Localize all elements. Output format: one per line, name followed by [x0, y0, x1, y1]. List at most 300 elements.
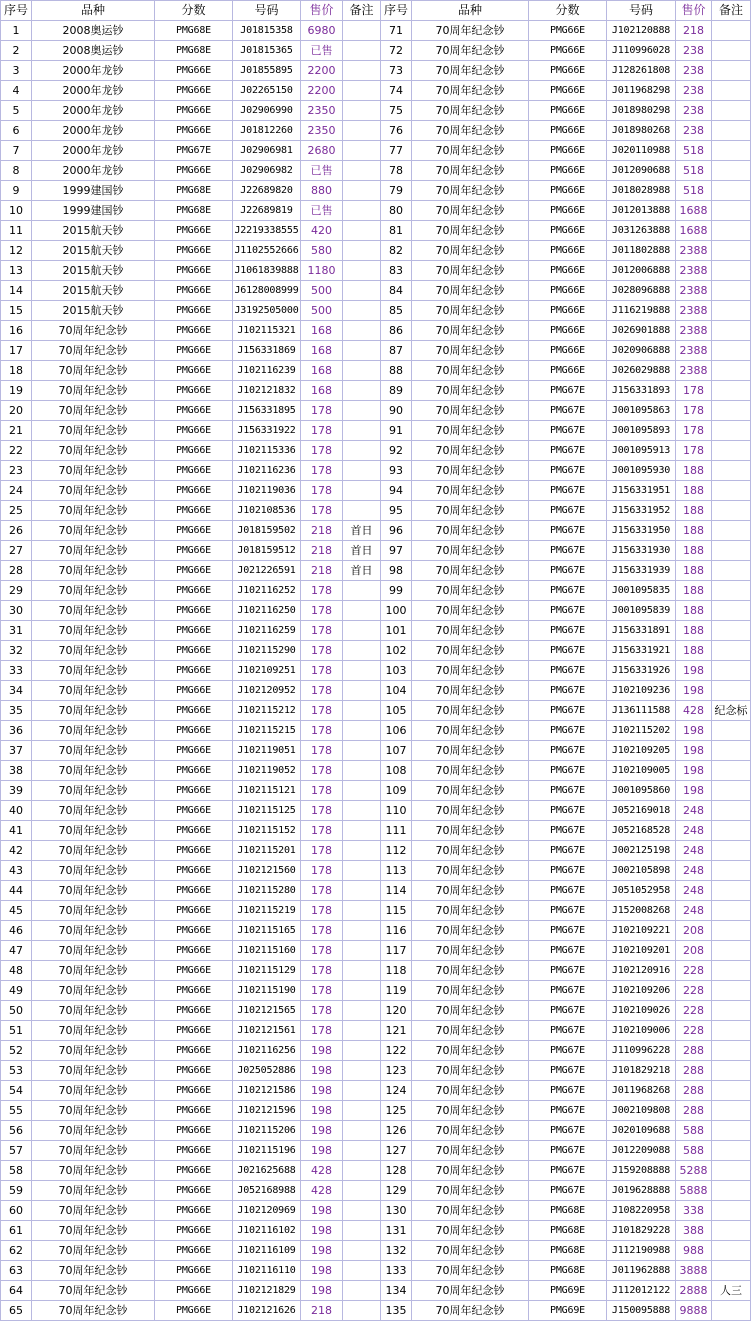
cell-note	[712, 161, 751, 181]
cell-index: 83	[381, 261, 412, 281]
cell-note	[343, 741, 381, 761]
table-row	[1, 881, 751, 901]
cell-index: 24	[1, 481, 32, 501]
cell-variety: 70周年纪念钞	[412, 841, 529, 861]
cell-serial: J102115212	[233, 701, 301, 721]
cell-serial: J6128008999	[233, 281, 301, 301]
cell-variety: 70周年纪念钞	[32, 701, 155, 721]
cell-note	[712, 381, 751, 401]
cell-variety: 70周年纪念钞	[412, 501, 529, 521]
cell-price: 2388	[676, 281, 712, 301]
cell-note	[343, 1041, 381, 1061]
cell-price: 178	[301, 921, 343, 941]
cell-index: 82	[381, 241, 412, 261]
cell-index: 8	[1, 161, 32, 181]
cell-index: 85	[381, 301, 412, 321]
cell-variety: 70周年纪念钞	[32, 921, 155, 941]
cell-index: 120	[381, 1001, 412, 1021]
cell-variety: 70周年纪念钞	[412, 741, 529, 761]
cell-serial: J021226591	[233, 561, 301, 581]
cell-serial: J102109201	[607, 941, 676, 961]
cell-note	[712, 781, 751, 801]
cell-price: 178	[301, 841, 343, 861]
cell-price: 178	[301, 621, 343, 641]
cell-grade: PMG66E	[529, 341, 607, 361]
cell-index: 35	[1, 701, 32, 721]
cell-serial: J128261808	[607, 61, 676, 81]
cell-grade: PMG67E	[529, 821, 607, 841]
cell-grade: PMG67E	[529, 701, 607, 721]
cell-variety: 70周年纪念钞	[412, 1181, 529, 1201]
cell-index: 81	[381, 221, 412, 241]
cell-serial: J156331922	[233, 421, 301, 441]
cell-index: 90	[381, 401, 412, 421]
cell-price: 2350	[301, 121, 343, 141]
cell-variety: 70周年纪念钞	[32, 321, 155, 341]
cell-grade: PMG69E	[529, 1301, 607, 1321]
cell-serial: J02906981	[233, 141, 301, 161]
cell-variety: 2000年龙钞	[32, 101, 155, 121]
cell-variety: 70周年纪念钞	[412, 141, 529, 161]
table-row	[1, 681, 751, 701]
cell-note	[712, 941, 751, 961]
cell-variety: 70周年纪念钞	[412, 881, 529, 901]
cell-note	[343, 421, 381, 441]
cell-serial: J102121561	[233, 1021, 301, 1041]
cell-grade: PMG66E	[155, 121, 233, 141]
cell-price: 518	[676, 141, 712, 161]
cell-grade: PMG66E	[529, 81, 607, 101]
cell-grade: PMG67E	[529, 1181, 607, 1201]
cell-price: 288	[676, 1081, 712, 1101]
table-row	[1, 561, 751, 581]
cell-note	[712, 201, 751, 221]
cell-variety: 70周年纪念钞	[32, 401, 155, 421]
cell-serial: J159208888	[607, 1161, 676, 1181]
cell-variety: 2000年龙钞	[32, 141, 155, 161]
cell-price: 178	[301, 821, 343, 841]
header-variety: 品种	[32, 1, 155, 21]
cell-note	[343, 1141, 381, 1161]
cell-price: 198	[676, 741, 712, 761]
cell-grade: PMG66E	[155, 81, 233, 101]
cell-note	[343, 381, 381, 401]
cell-variety: 70周年纪念钞	[412, 1241, 529, 1261]
cell-index: 47	[1, 941, 32, 961]
cell-price: 168	[301, 341, 343, 361]
cell-index: 84	[381, 281, 412, 301]
cell-grade: PMG66E	[155, 1061, 233, 1081]
table-row	[1, 341, 751, 361]
cell-index: 128	[381, 1161, 412, 1181]
header-row	[1, 1, 751, 21]
cell-index: 118	[381, 961, 412, 981]
cell-note	[712, 121, 751, 141]
cell-grade: PMG68E	[155, 181, 233, 201]
cell-variety: 70周年纪念钞	[32, 1301, 155, 1321]
cell-grade: PMG66E	[529, 61, 607, 81]
cell-index: 29	[1, 581, 32, 601]
cell-grade: PMG68E	[155, 41, 233, 61]
cell-price: 198	[301, 1221, 343, 1241]
cell-serial: J011962888	[607, 1261, 676, 1281]
cell-price: 248	[676, 901, 712, 921]
cell-serial: J2219338555	[233, 221, 301, 241]
cell-serial: J012090688	[607, 161, 676, 181]
cell-note	[712, 1201, 751, 1221]
cell-variety: 70周年纪念钞	[412, 61, 529, 81]
cell-index: 71	[381, 21, 412, 41]
cell-note	[343, 301, 381, 321]
cell-variety: 70周年纪念钞	[412, 221, 529, 241]
cell-serial: J001095930	[607, 461, 676, 481]
cell-serial: J3192505000	[233, 301, 301, 321]
cell-index: 38	[1, 761, 32, 781]
cell-serial: J156331950	[607, 521, 676, 541]
cell-variety: 70周年纪念钞	[32, 941, 155, 961]
cell-index: 75	[381, 101, 412, 121]
cell-variety: 70周年纪念钞	[32, 341, 155, 361]
cell-grade: PMG66E	[155, 501, 233, 521]
cell-index: 78	[381, 161, 412, 181]
cell-variety: 70周年纪念钞	[32, 1061, 155, 1081]
cell-price: 198	[301, 1121, 343, 1141]
cell-variety: 70周年纪念钞	[32, 541, 155, 561]
cell-variety: 70周年纪念钞	[412, 1101, 529, 1121]
cell-variety: 70周年纪念钞	[412, 521, 529, 541]
cell-variety: 2015航天钞	[32, 261, 155, 281]
cell-variety: 70周年纪念钞	[412, 1301, 529, 1321]
cell-index: 18	[1, 361, 32, 381]
cell-grade: PMG66E	[529, 221, 607, 241]
header-price: 售价	[676, 1, 712, 21]
cell-price: 248	[676, 821, 712, 841]
cell-grade: PMG67E	[529, 881, 607, 901]
cell-price: 178	[301, 721, 343, 741]
cell-serial: J051052958	[607, 881, 676, 901]
cell-index: 129	[381, 1181, 412, 1201]
cell-grade: PMG66E	[155, 481, 233, 501]
cell-grade: PMG68E	[529, 1241, 607, 1261]
table-row	[1, 161, 751, 181]
cell-index: 116	[381, 921, 412, 941]
cell-serial: J001095860	[607, 781, 676, 801]
cell-price: 178	[301, 681, 343, 701]
cell-variety: 70周年纪念钞	[412, 21, 529, 41]
cell-grade: PMG66E	[155, 321, 233, 341]
cell-serial: J150095888	[607, 1301, 676, 1321]
cell-grade: PMG66E	[155, 1121, 233, 1141]
cell-variety: 70周年纪念钞	[412, 801, 529, 821]
cell-price: 288	[676, 1061, 712, 1081]
table-row	[1, 1021, 751, 1041]
cell-note	[343, 801, 381, 821]
cell-index: 1	[1, 21, 32, 41]
cell-serial: J001095913	[607, 441, 676, 461]
cell-index: 97	[381, 541, 412, 561]
cell-price: 178	[301, 761, 343, 781]
cell-note	[343, 341, 381, 361]
cell-note	[343, 101, 381, 121]
cell-price: 6980	[301, 21, 343, 41]
cell-grade: PMG66E	[155, 1181, 233, 1201]
cell-index: 131	[381, 1221, 412, 1241]
cell-serial: J102119052	[233, 761, 301, 781]
cell-index: 4	[1, 81, 32, 101]
table-row	[1, 421, 751, 441]
cell-variety: 70周年纪念钞	[412, 1161, 529, 1181]
cell-serial: J102116259	[233, 621, 301, 641]
cell-index: 113	[381, 861, 412, 881]
cell-variety: 70周年纪念钞	[412, 241, 529, 261]
cell-index: 36	[1, 721, 32, 741]
cell-index: 7	[1, 141, 32, 161]
cell-serial: J01815358	[233, 21, 301, 41]
cell-index: 114	[381, 881, 412, 901]
cell-price: 880	[301, 181, 343, 201]
table-row	[1, 1141, 751, 1161]
cell-grade: PMG66E	[155, 1281, 233, 1301]
table-row	[1, 501, 751, 521]
table-row	[1, 601, 751, 621]
cell-serial: J102121560	[233, 861, 301, 881]
cell-grade: PMG67E	[529, 1001, 607, 1021]
cell-price: 198	[301, 1261, 343, 1281]
cell-grade: PMG67E	[529, 681, 607, 701]
cell-grade: PMG67E	[529, 1161, 607, 1181]
table-row	[1, 1121, 751, 1141]
cell-note	[343, 581, 381, 601]
cell-serial: J156331893	[607, 381, 676, 401]
table-row	[1, 301, 751, 321]
cell-variety: 70周年纪念钞	[412, 1261, 529, 1281]
cell-variety: 70周年纪念钞	[412, 361, 529, 381]
cell-variety: 70周年纪念钞	[412, 201, 529, 221]
cell-note	[712, 461, 751, 481]
cell-price: 178	[301, 641, 343, 661]
cell-serial: J102115129	[233, 961, 301, 981]
cell-note	[343, 181, 381, 201]
cell-variety: 2000年龙钞	[32, 81, 155, 101]
cell-variety: 70周年纪念钞	[32, 1121, 155, 1141]
cell-note	[343, 261, 381, 281]
header-variety: 品种	[412, 1, 529, 21]
cell-serial: J101829218	[607, 1061, 676, 1081]
cell-index: 11	[1, 221, 32, 241]
cell-index: 2	[1, 41, 32, 61]
cell-note	[712, 861, 751, 881]
cell-serial: J102115196	[233, 1141, 301, 1161]
cell-grade: PMG66E	[155, 621, 233, 641]
cell-variety: 2015航天钞	[32, 221, 155, 241]
cell-index: 51	[1, 1021, 32, 1041]
cell-grade: PMG67E	[529, 901, 607, 921]
cell-grade: PMG66E	[155, 1221, 233, 1241]
cell-grade: PMG67E	[529, 461, 607, 481]
cell-variety: 70周年纪念钞	[32, 981, 155, 1001]
cell-grade: PMG66E	[155, 1241, 233, 1261]
cell-serial: J052168528	[607, 821, 676, 841]
cell-grade: PMG66E	[155, 381, 233, 401]
cell-index: 127	[381, 1141, 412, 1161]
cell-variety: 70周年纪念钞	[32, 661, 155, 681]
cell-variety: 2015航天钞	[32, 301, 155, 321]
cell-serial: J026029888	[607, 361, 676, 381]
table-row	[1, 381, 751, 401]
cell-index: 110	[381, 801, 412, 821]
cell-note	[343, 61, 381, 81]
table-row	[1, 461, 751, 481]
cell-grade: PMG66E	[529, 281, 607, 301]
cell-index: 86	[381, 321, 412, 341]
cell-index: 46	[1, 921, 32, 941]
cell-index: 5	[1, 101, 32, 121]
cell-price: 178	[301, 501, 343, 521]
cell-serial: J102121829	[233, 1281, 301, 1301]
cell-serial: J102115336	[233, 441, 301, 461]
cell-serial: J156331869	[233, 341, 301, 361]
cell-variety: 2000年龙钞	[32, 61, 155, 81]
cell-grade: PMG68E	[155, 201, 233, 221]
cell-note	[343, 601, 381, 621]
cell-grade: PMG66E	[155, 921, 233, 941]
table-row	[1, 61, 751, 81]
cell-note	[712, 141, 751, 161]
cell-index: 111	[381, 821, 412, 841]
cell-grade: PMG67E	[529, 941, 607, 961]
cell-index: 106	[381, 721, 412, 741]
cell-price: 178	[301, 1001, 343, 1021]
cell-grade: PMG68E	[529, 1201, 607, 1221]
cell-grade: PMG67E	[529, 1041, 607, 1061]
cell-index: 96	[381, 521, 412, 541]
table-row	[1, 521, 751, 541]
cell-serial: J025052886	[233, 1061, 301, 1081]
cell-variety: 70周年纪念钞	[32, 621, 155, 641]
cell-serial: J102116102	[233, 1221, 301, 1241]
cell-price: 218	[301, 1301, 343, 1321]
cell-price: 178	[301, 781, 343, 801]
cell-variety: 70周年纪念钞	[32, 1241, 155, 1261]
cell-note	[343, 1261, 381, 1281]
table-row	[1, 941, 751, 961]
cell-serial: J156331930	[607, 541, 676, 561]
cell-variety: 70周年纪念钞	[32, 361, 155, 381]
cell-serial: J102115121	[233, 781, 301, 801]
cell-serial: J156331895	[233, 401, 301, 421]
cell-serial: J012006888	[607, 261, 676, 281]
table-row	[1, 901, 751, 921]
cell-price: 428	[301, 1181, 343, 1201]
cell-note	[712, 1081, 751, 1101]
cell-index: 123	[381, 1061, 412, 1081]
cell-serial: J102116239	[233, 361, 301, 381]
cell-variety: 70周年纪念钞	[32, 501, 155, 521]
cell-variety: 70周年纪念钞	[32, 1281, 155, 1301]
cell-grade: PMG67E	[529, 841, 607, 861]
cell-serial: J020110988	[607, 141, 676, 161]
cell-price: 248	[676, 861, 712, 881]
cell-grade: PMG67E	[529, 801, 607, 821]
cell-variety: 70周年纪念钞	[32, 421, 155, 441]
cell-serial: J102115160	[233, 941, 301, 961]
cell-note	[712, 901, 751, 921]
cell-variety: 70周年纪念钞	[412, 461, 529, 481]
cell-variety: 70周年纪念钞	[32, 1041, 155, 1061]
cell-price: 5888	[676, 1181, 712, 1201]
cell-grade: PMG66E	[155, 1301, 233, 1321]
cell-grade: PMG67E	[529, 601, 607, 621]
cell-grade: PMG66E	[529, 161, 607, 181]
cell-serial: J102115290	[233, 641, 301, 661]
cell-serial: J02906982	[233, 161, 301, 181]
cell-index: 124	[381, 1081, 412, 1101]
cell-grade: PMG66E	[529, 101, 607, 121]
cell-note	[343, 21, 381, 41]
cell-note	[343, 161, 381, 181]
cell-serial: J018159502	[233, 521, 301, 541]
cell-note	[343, 1241, 381, 1261]
cell-variety: 70周年纪念钞	[32, 821, 155, 841]
cell-note	[343, 641, 381, 661]
cell-variety: 70周年纪念钞	[412, 1281, 529, 1301]
cell-serial: J02265150	[233, 81, 301, 101]
header-serial: 号码	[233, 1, 301, 21]
cell-index: 33	[1, 661, 32, 681]
cell-note	[343, 461, 381, 481]
cell-note	[343, 881, 381, 901]
table-row	[1, 1061, 751, 1081]
cell-grade: PMG66E	[155, 741, 233, 761]
cell-grade: PMG68E	[529, 1261, 607, 1281]
table-row	[1, 1201, 751, 1221]
cell-grade: PMG67E	[529, 501, 607, 521]
cell-note	[712, 1261, 751, 1281]
cell-grade: PMG66E	[155, 801, 233, 821]
cell-variety: 70周年纪念钞	[32, 1201, 155, 1221]
table-row	[1, 661, 751, 681]
cell-serial: J112012122	[607, 1281, 676, 1301]
cell-serial: J102121832	[233, 381, 301, 401]
cell-grade: PMG66E	[155, 401, 233, 421]
cell-note	[343, 981, 381, 1001]
cell-variety: 70周年纪念钞	[32, 1001, 155, 1021]
cell-price: 1688	[676, 221, 712, 241]
cell-serial: J112190988	[607, 1241, 676, 1261]
cell-grade: PMG67E	[529, 861, 607, 881]
cell-grade: PMG66E	[529, 121, 607, 141]
cell-note	[712, 61, 751, 81]
cell-note	[712, 821, 751, 841]
cell-note	[343, 621, 381, 641]
table-row	[1, 321, 751, 341]
cell-note	[343, 1201, 381, 1221]
cell-price: 198	[301, 1201, 343, 1221]
cell-note	[343, 961, 381, 981]
cell-price: 218	[301, 541, 343, 561]
cell-grade: PMG68E	[529, 1221, 607, 1241]
cell-price: 988	[676, 1241, 712, 1261]
cell-note	[712, 361, 751, 381]
cell-index: 6	[1, 121, 32, 141]
cell-serial: J012209088	[607, 1141, 676, 1161]
cell-variety: 70周年纪念钞	[412, 1001, 529, 1021]
table-row	[1, 641, 751, 661]
cell-note	[343, 661, 381, 681]
cell-serial: J021625688	[233, 1161, 301, 1181]
cell-grade: PMG66E	[155, 101, 233, 121]
cell-price: 178	[676, 381, 712, 401]
